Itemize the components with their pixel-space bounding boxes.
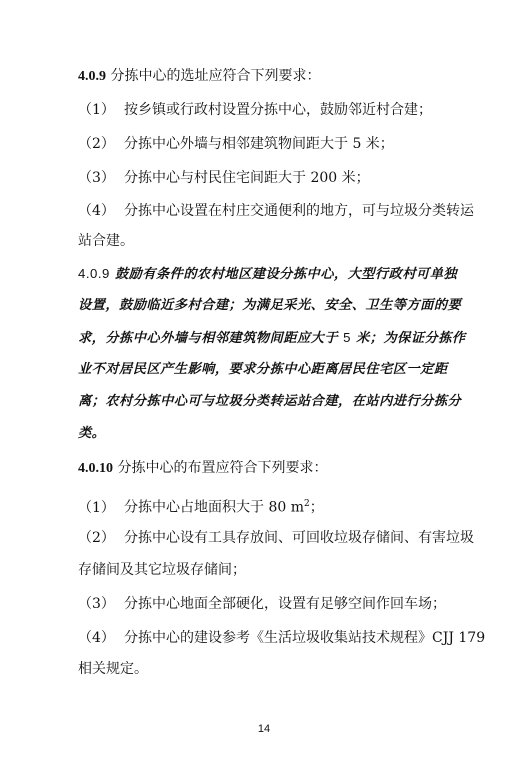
clause-409-item-1	[78, 100, 432, 120]
clause-4010-heading	[78, 458, 327, 479]
commentary-409-line-4	[78, 360, 448, 380]
item-number: （1）	[78, 102, 115, 118]
item-number: （1）	[78, 499, 115, 516]
commentary-409-line-3	[78, 328, 466, 349]
clause-4010-item-4-continued	[78, 659, 148, 679]
item-text: 存储间及其它垃圾存储间；	[78, 562, 246, 578]
item-text-tail: ；	[309, 499, 324, 516]
item-text: 分拣中心与村民住宅间距大于 200 米；	[124, 170, 370, 186]
item-text: 分拣中心外墙与相邻建筑物间距大于 5 米；	[124, 136, 394, 152]
clause-title: 分拣中心的选址应符合下列要求：	[110, 68, 321, 84]
page-number: 14	[257, 723, 271, 735]
clause-409-item-2	[78, 134, 394, 154]
commentary-409-line-5	[78, 392, 461, 412]
item-number: （2）	[78, 530, 115, 546]
clause-409-item-4	[78, 201, 474, 221]
clause-number: 4.0.9	[78, 69, 106, 84]
item-text: 相关规定。	[78, 661, 148, 677]
commentary-text: 类。	[78, 426, 106, 441]
item-number: （3）	[78, 170, 115, 186]
item-text: 分拣中心地面全部硬化，设置有足够空间作回车场；	[124, 596, 446, 612]
item-number: （4）	[78, 630, 115, 646]
commentary-number: 4.0.9	[78, 266, 110, 281]
clause-409-item-4-continued	[78, 231, 134, 251]
item-text: 按乡镇或行政村设置分拣中心，鼓励邻近村合建；	[124, 102, 432, 118]
item-number: （3）	[78, 596, 115, 612]
commentary-409-line-2	[78, 296, 461, 316]
commentary-text: 米；为保证分拣作	[351, 331, 466, 346]
item-text: 分拣中心设置在村庄交通便利的地方，可与垃圾分类转运	[124, 203, 474, 219]
commentary-409-line-1	[78, 264, 457, 285]
clause-4010-item-4	[78, 628, 485, 648]
clause-4010-item-2	[78, 528, 474, 548]
clause-number: 4.0.10	[78, 461, 113, 476]
clause-409-item-3	[78, 168, 370, 188]
clause-title: 分拣中心的布置应符合下列要求：	[117, 460, 328, 476]
commentary-text: 求，分拣中心外墙与相邻建筑物间距应大于	[78, 331, 344, 346]
item-text: 分拣中心设有工具存放间、可回收垃圾存储间、有害垃圾	[124, 530, 474, 546]
clause-4010-item-1	[78, 494, 324, 518]
superscript: 2	[304, 499, 310, 509]
commentary-text: 业不对居民区产生影响，要求分拣中心距离居民住宅区一定距	[78, 362, 448, 377]
commentary-value: 5	[343, 330, 351, 345]
commentary-409-line-6	[78, 424, 105, 444]
item-text: 分拣中心的建设参考《生活垃圾收集站技术规程》CJJ 179	[124, 630, 486, 646]
clause-4010-item-3	[78, 594, 446, 614]
item-text: 站合建。	[78, 233, 134, 249]
commentary-text: 鼓励有条件的农村地区建设分拣中心，大型行政村可单独	[114, 267, 458, 282]
clause-409-heading	[78, 66, 320, 87]
item-number: （4）	[78, 203, 115, 219]
commentary-text: 设置，鼓励临近多村合建；为满足采光、安全、卫生等方面的要	[78, 298, 462, 313]
item-text: 分拣中心占地面积大于 80 m	[124, 499, 304, 516]
item-number: （2）	[78, 136, 115, 152]
clause-4010-item-2-continued	[78, 560, 246, 580]
commentary-text: 离；农村分拣中心可与垃圾分类转运站合建，在站内进行分拣分	[78, 394, 462, 409]
